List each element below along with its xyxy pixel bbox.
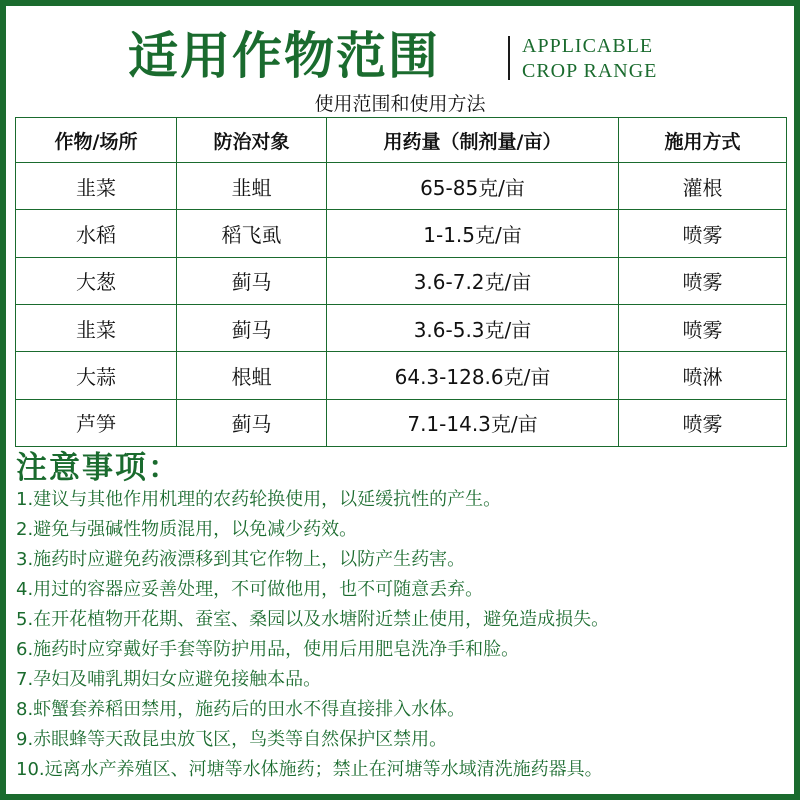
cell-target: 蓟马 [177, 399, 327, 446]
table-row [16, 352, 787, 399]
note-item: 10.远离水产养殖区、河塘等水体施药；禁止在河塘等水域清洗施药器具。 [16, 759, 603, 780]
cell-dosage: 3.6-7.2克/亩 [327, 257, 619, 304]
note-item: 5.在开花植物开花期、蚕室、桑园以及水塘附近禁止使用，避免造成损失。 [16, 609, 610, 630]
cell-dosage: 3.6-5.3克/亩 [327, 304, 619, 351]
cell-method: 喷雾 [619, 257, 787, 304]
cell-dosage: 65-85克/亩 [327, 163, 619, 210]
table-row [16, 163, 787, 210]
column-header-crop: 作物/场所 [16, 118, 177, 163]
column-header-target: 防治对象 [177, 118, 327, 163]
table-row [16, 399, 787, 446]
table-row [16, 304, 787, 351]
cell-crop: 水稻 [16, 210, 177, 257]
note-item: 8.虾蟹套养稻田禁用，施药后的田水不得直接排入水体。 [16, 699, 466, 720]
english-title-line1: APPLICABLE [522, 35, 654, 57]
cell-method: 灌根 [619, 163, 787, 210]
cell-crop: 韭菜 [16, 304, 177, 351]
cell-dosage: 1-1.5克/亩 [327, 210, 619, 257]
note-item: 4.用过的容器应妥善处理，不可做他用，也不可随意丢弃。 [16, 579, 484, 600]
cell-target: 蓟马 [177, 257, 327, 304]
cell-target: 稻飞虱 [177, 210, 327, 257]
page-subtitle: 使用范围和使用方法 [314, 93, 486, 115]
cell-crop: 大蒜 [16, 352, 177, 399]
table-row [16, 257, 787, 304]
cell-method: 喷雾 [619, 399, 787, 446]
notes-list [16, 485, 609, 785]
english-title-line2: CROP RANGE [522, 60, 658, 82]
note-item: 1.建议与其他作用机理的农药轮换使用，以延缓抗性的产生。 [16, 489, 502, 510]
note-item: 6.施药时应穿戴好手套等防护用品，使用后用肥皂洗净手和脸。 [16, 639, 520, 660]
note-item: 3.施药时应避免药液漂移到其它作物上，以防产生药害。 [16, 549, 466, 570]
page-title: 适用作物范围 [128, 26, 440, 85]
table-header-row [16, 118, 787, 163]
note-item: 7.孕妇及哺乳期妇女应避免接触本品。 [16, 669, 322, 690]
note-item: 2.避免与强碱性物质混用，以免减少药效。 [16, 519, 358, 540]
table-row [16, 210, 787, 257]
cell-crop: 芦笋 [16, 399, 177, 446]
column-header-method: 施用方式 [619, 118, 787, 163]
cell-method: 喷雾 [619, 210, 787, 257]
cell-target: 韭蛆 [177, 163, 327, 210]
notes-heading: 注意事项： [16, 450, 181, 486]
english-title [522, 34, 657, 84]
cell-method: 喷淋 [619, 352, 787, 399]
cell-target: 蓟马 [177, 304, 327, 351]
cell-crop: 韭菜 [16, 163, 177, 210]
usage-table [15, 117, 787, 447]
title-divider [508, 36, 510, 80]
cell-dosage: 64.3-128.6克/亩 [327, 352, 619, 399]
column-header-dosage: 用药量（制剂量/亩） [327, 118, 619, 163]
cell-dosage: 7.1-14.3克/亩 [327, 399, 619, 446]
cell-target: 根蛆 [177, 352, 327, 399]
cell-crop: 大葱 [16, 257, 177, 304]
note-item: 9.赤眼蜂等天敌昆虫放飞区，鸟类等自然保护区禁用。 [16, 729, 448, 750]
cell-method: 喷雾 [619, 304, 787, 351]
